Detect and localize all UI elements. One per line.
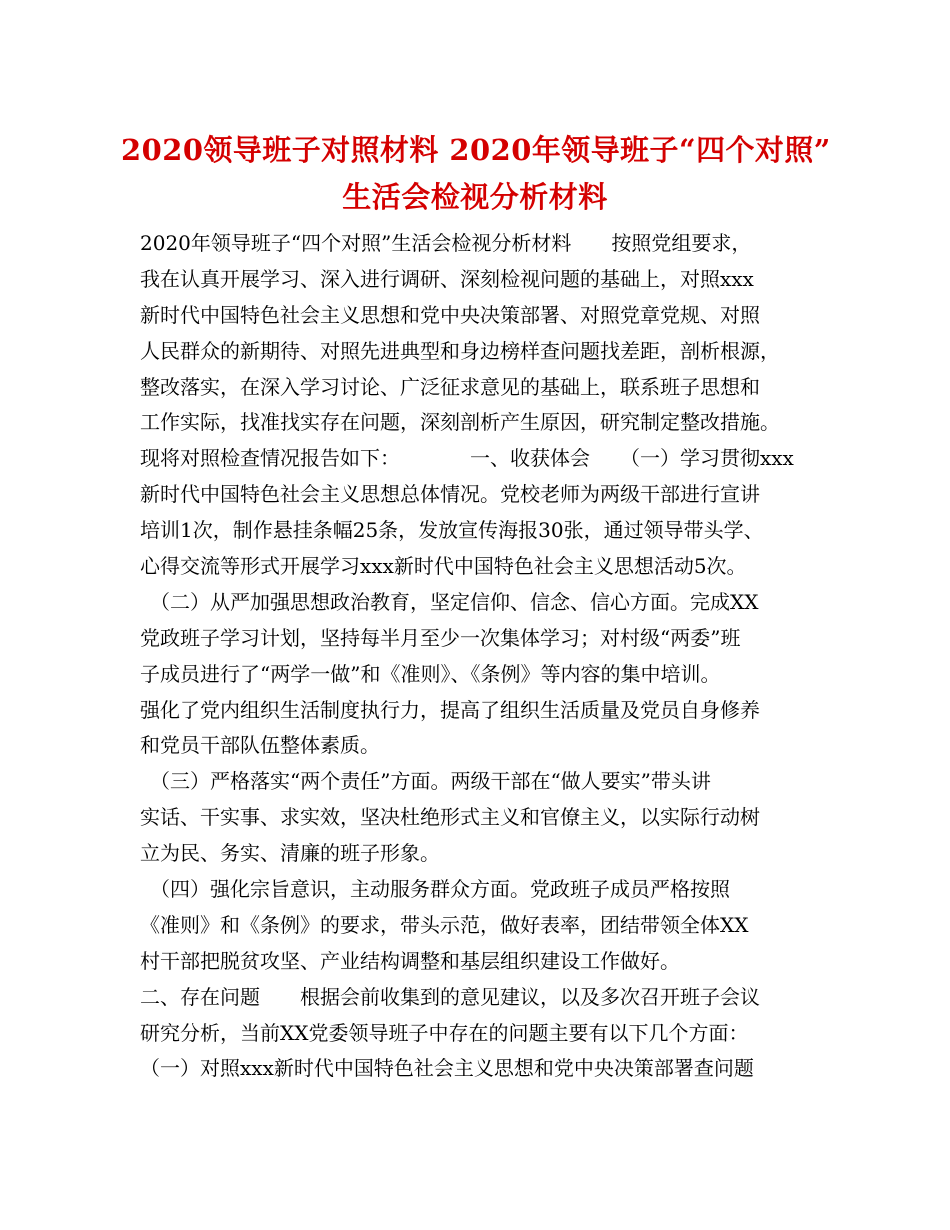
body-line: 二、存在问题 根据会前收集到的意见建议，以及多次召开班子会议 bbox=[140, 984, 760, 1009]
body-line: （一）对照xxx新时代中国特色社会主义思想和党中央决策部署查问题 bbox=[140, 1056, 754, 1081]
body-line: 强化了党内组织生活制度执行力，提高了组织生活质量及党员自身修养 bbox=[140, 697, 760, 722]
body-line: （三）严格落实“两个责任”方面。两级干部在“做人要实”带头讲 bbox=[140, 769, 711, 794]
body-line: 现将对照检查情况报告如下： 一、收获体会 （一）学习贯彻xxx bbox=[140, 446, 794, 471]
body-line: 村干部把脱贫攻坚、产业结构调整和基层组织建设工作做好。 bbox=[140, 948, 680, 973]
body-line: （二）从严加强思想政治教育，坚定信仰、信念、信心方面。完成XX bbox=[140, 589, 759, 614]
body-line: 党政班子学习计划，坚持每半月至少一次集体学习；对村级“两委”班 bbox=[140, 625, 741, 650]
body-line: 心得交流等形式开展学习xxx新时代中国特色社会主义思想活动5次。 bbox=[140, 554, 747, 579]
body-line: 新时代中国特色社会主义思想和党中央决策部署、对照党章党规、对照 bbox=[140, 302, 760, 327]
document-title-line-1: 2020领导班子对照材料 2020年领导班子“四个对照” bbox=[120, 133, 831, 167]
document-body bbox=[140, 226, 830, 1087]
body-line: 《准则》和《条例》的要求，带头示范，做好表率，团结带领全体XX bbox=[140, 912, 749, 937]
body-line: 我在认真开展学习、深入进行调研、深刻检视问题的基础上，对照xxx bbox=[140, 266, 754, 291]
body-line: 2020年领导班子“四个对照”生活会检视分析材料 按照党组要求， bbox=[140, 231, 752, 255]
body-line: 子成员进行了“两学一做”和《准则》、《条例》等内容的集中培训。 bbox=[140, 661, 721, 686]
body-line: （四）强化宗旨意识，主动服务群众方面。党政班子成员严格按照 bbox=[140, 877, 730, 902]
body-line: 立为民、务实、清廉的班子形象。 bbox=[140, 841, 440, 866]
body-line: 培训1次，制作悬挂条幅25条，发放宣传海报30张，通过领导带头学、 bbox=[140, 518, 764, 543]
body-line: 工作实际，找准找实存在问题，深刻剖析产生原因，研究制定整改措施。 bbox=[140, 410, 780, 435]
body-line: 和党员干部队伍整体素质。 bbox=[140, 733, 380, 758]
body-line: 实话、干实事、求实效，坚决杜绝形式主义和官僚主义，以实际行动树 bbox=[140, 805, 760, 830]
document-title-line-2: 生活会检视分析材料 bbox=[342, 180, 608, 214]
body-line: 整改落实，在深入学习讨论、广泛征求意见的基础上，联系班子思想和 bbox=[140, 374, 760, 399]
body-line: 研究分析，当前XX党委领导班子中存在的问题主要有以下几个方面： bbox=[140, 1020, 749, 1045]
body-line: 新时代中国特色社会主义思想总体情况。党校老师为两级干部进行宣讲 bbox=[140, 482, 760, 507]
body-line: 人民群众的新期待、对照先进典型和身边榜样查问题找差距，剖析根源， bbox=[140, 338, 780, 363]
